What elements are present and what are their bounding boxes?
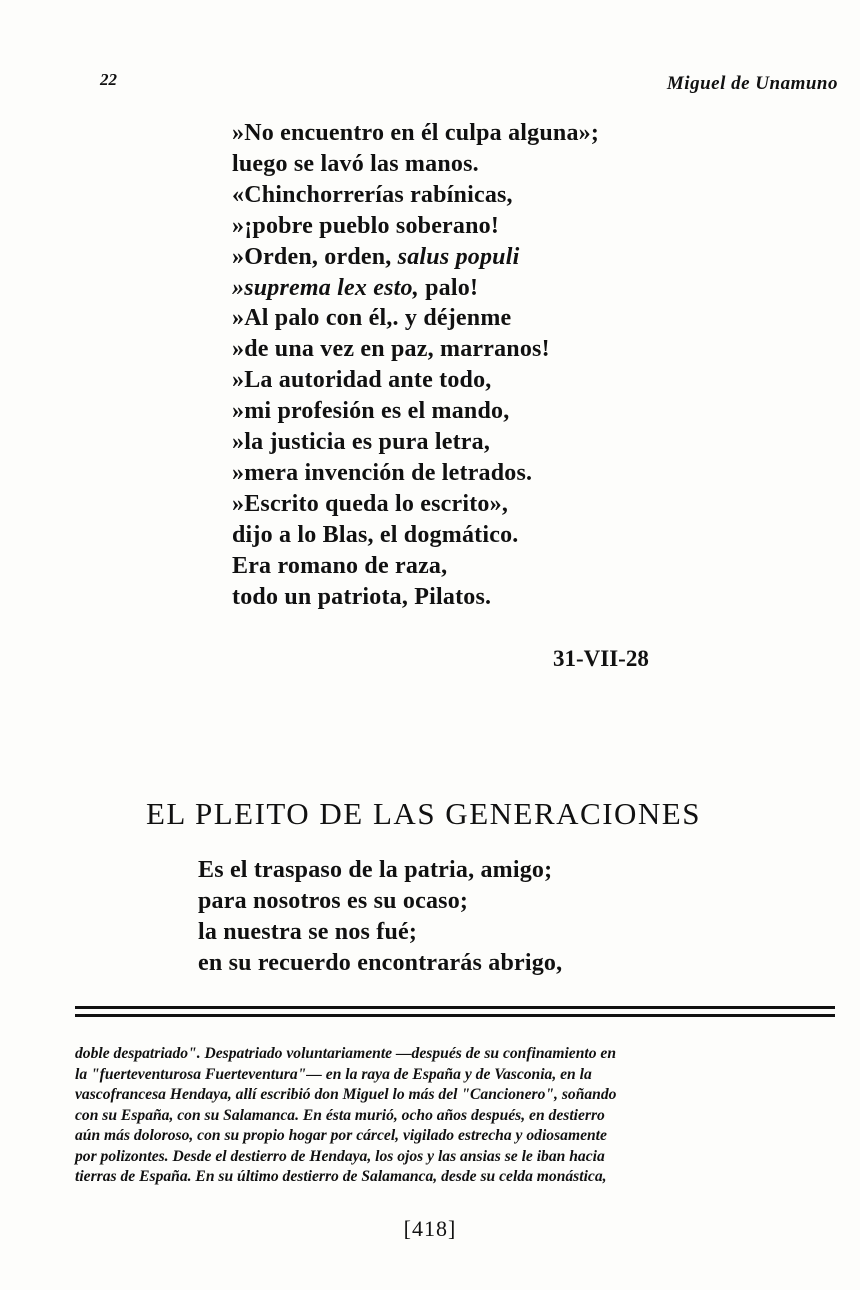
poem-line: «Chinchorrerías rabínicas, — [232, 181, 513, 208]
poem-line: »Al palo con él,. y déjenme — [232, 305, 512, 332]
poem-line: en su recuerdo encontrarás abrigo, — [198, 949, 563, 976]
footnote-line: por polizontes. Desde el destierro de Hendaya, los ojos y las ansias se le iban hacia — [75, 1147, 605, 1165]
poem-line: la nuestra se nos fué; — [198, 918, 418, 945]
poem-date: 31-VII-28 — [553, 646, 649, 671]
poem-line: dijo a lo Blas, el dogmático. — [232, 521, 519, 548]
poem-stanza — [232, 118, 599, 613]
poem-line: Era romano de raza, — [232, 552, 448, 579]
footnote-line: tierras de España. En su último destierro de Salamanca, desde su celda monástica, — [75, 1168, 607, 1185]
running-head: Miguel de Unamuno — [666, 73, 838, 94]
footnote-line: con su España, con su Salamanca. En ésta murió, ocho años después, en destierro — [75, 1106, 605, 1124]
footnote-line: doble despatriado". Despatriado voluntariamente —después de su confinamiento en — [75, 1045, 617, 1062]
poem-line-text: »Orden, orden, — [232, 243, 398, 270]
section-title: EL PLEITO DE LAS GENERACIONES — [146, 796, 701, 831]
folio-number: [418] — [403, 1216, 457, 1241]
poem-line-text: palo! — [418, 274, 479, 301]
poem-line-italic: salus populi — [397, 243, 520, 270]
footnote-line: vascofrancesa Hendaya, allí escribió don Miguel lo más del "Cancionero", soñando — [75, 1086, 617, 1103]
footnote-rule — [75, 1014, 835, 1017]
poem-line-italic: »suprema lex esto, — [232, 274, 419, 301]
poem-line: »de una vez en paz, marranos! — [232, 336, 550, 363]
poem-line: »mera invención de letrados. — [232, 459, 533, 486]
poem-line: »la justicia es pura letra, — [232, 429, 491, 456]
poem-line — [232, 242, 599, 273]
poem-line: Es el traspaso de la patria, amigo; — [198, 857, 553, 883]
poem-line: »Escrito queda lo escrito», — [232, 490, 509, 517]
poem-stanza — [198, 855, 562, 979]
poem-line: para nosotros es su ocaso; — [198, 887, 469, 914]
poem-line — [232, 273, 599, 304]
poem-line: todo un patriota, Pilatos. — [232, 583, 492, 610]
footnote-line: aún más doloroso, con su propio hogar por cárcel, vigilado estrecha y odiosamente — [75, 1127, 607, 1144]
poem-line: »mi profesión es el mando, — [232, 398, 510, 425]
poem-line: »No encuentro en él culpa alguna»; — [232, 120, 600, 146]
poem-line: »La autoridad ante todo, — [232, 367, 492, 394]
page-number: 22 — [100, 70, 117, 89]
poem-line: luego se lavó las manos. — [232, 150, 479, 177]
footnote-rule — [75, 1006, 835, 1009]
footnote — [75, 1044, 837, 1188]
footnote-line: la "fuerteventurosa Fuerteventura"— en la raya de España y de Vasconia, en la — [75, 1065, 592, 1083]
poem-line: »¡pobre pueblo soberano! — [232, 212, 500, 239]
